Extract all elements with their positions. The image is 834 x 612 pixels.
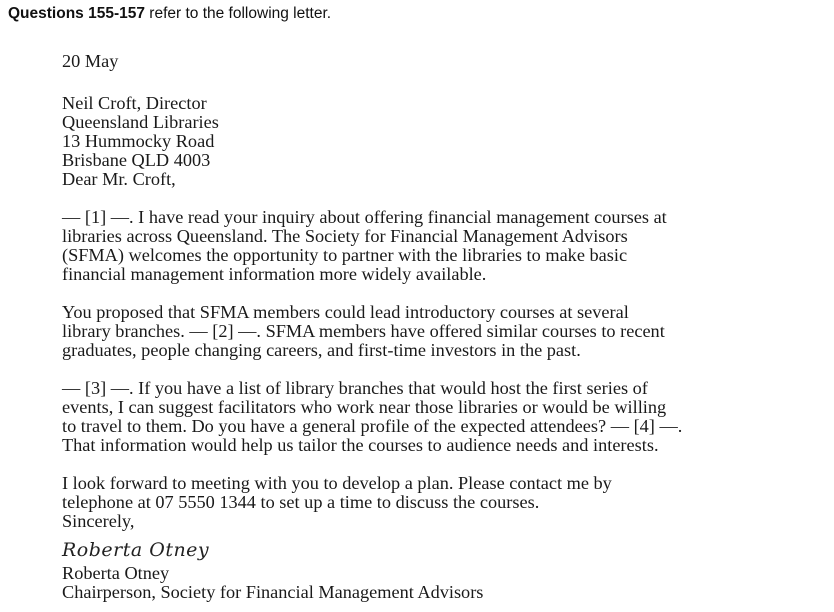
- paragraph-3: [62, 379, 762, 455]
- paragraph-line: libraries across Queensland. The Society for Financial Management Advisors: [62, 226, 628, 246]
- signer-name: Roberta Otney: [62, 563, 170, 583]
- recipient-line: Brisbane QLD 4003: [62, 150, 211, 170]
- paragraph-line: events, I can suggest facilitators who work near those libraries or would be willing: [62, 397, 667, 417]
- signer-block: [62, 564, 762, 602]
- question-range: Questions 155-157: [8, 5, 145, 22]
- paragraph-1: [62, 208, 762, 284]
- recipient-address: [62, 94, 762, 170]
- handwritten-signature: Roberta Otney: [62, 539, 210, 561]
- salutation: Dear Mr. Croft,: [62, 169, 176, 189]
- paragraph-line: telephone at 07 5550 1344 to set up a time to discuss the courses.: [62, 492, 540, 512]
- paragraph-4: [62, 474, 762, 512]
- letter: [62, 52, 762, 602]
- recipient-line: Queensland Libraries: [62, 112, 219, 132]
- paragraph-line: graduates, people changing careers, and first-time investors in the past.: [62, 340, 581, 360]
- paragraph-line: library branches. — [2] —. SFMA members have offered similar courses to recent: [62, 321, 665, 341]
- paragraph-line: to travel to them. Do you have a general profile of the expected attendees? — [4] —.: [62, 416, 683, 436]
- question-instruction: refer to the following letter.: [149, 5, 332, 22]
- letter-date: 20 May: [62, 51, 119, 71]
- signer-title: Chairperson, Society for Financial Management Advisors: [62, 582, 484, 602]
- paragraph-line: I look forward to meeting with you to develop a plan. Please contact me by: [62, 473, 612, 493]
- recipient-line: 13 Hummocky Road: [62, 131, 215, 151]
- paragraph-line: — [3] —. If you have a list of library branches that would host the first series of: [62, 378, 648, 398]
- paragraph-line: That information would help us tailor the courses to audience needs and interests.: [62, 435, 659, 455]
- paragraph-line: (SFMA) welcomes the opportunity to partner with the libraries to make basic: [62, 245, 628, 265]
- paragraph-line: You proposed that SFMA members could lead introductory courses at several: [62, 302, 629, 322]
- paragraph-line: — [1] —. I have read your inquiry about offering financial management courses at: [62, 207, 667, 227]
- question-header: [8, 5, 331, 23]
- paragraph-line: financial management information more widely available.: [62, 264, 487, 284]
- recipient-line: Neil Croft, Director: [62, 93, 207, 113]
- closing: Sincerely,: [62, 511, 135, 531]
- paragraph-2: [62, 303, 762, 360]
